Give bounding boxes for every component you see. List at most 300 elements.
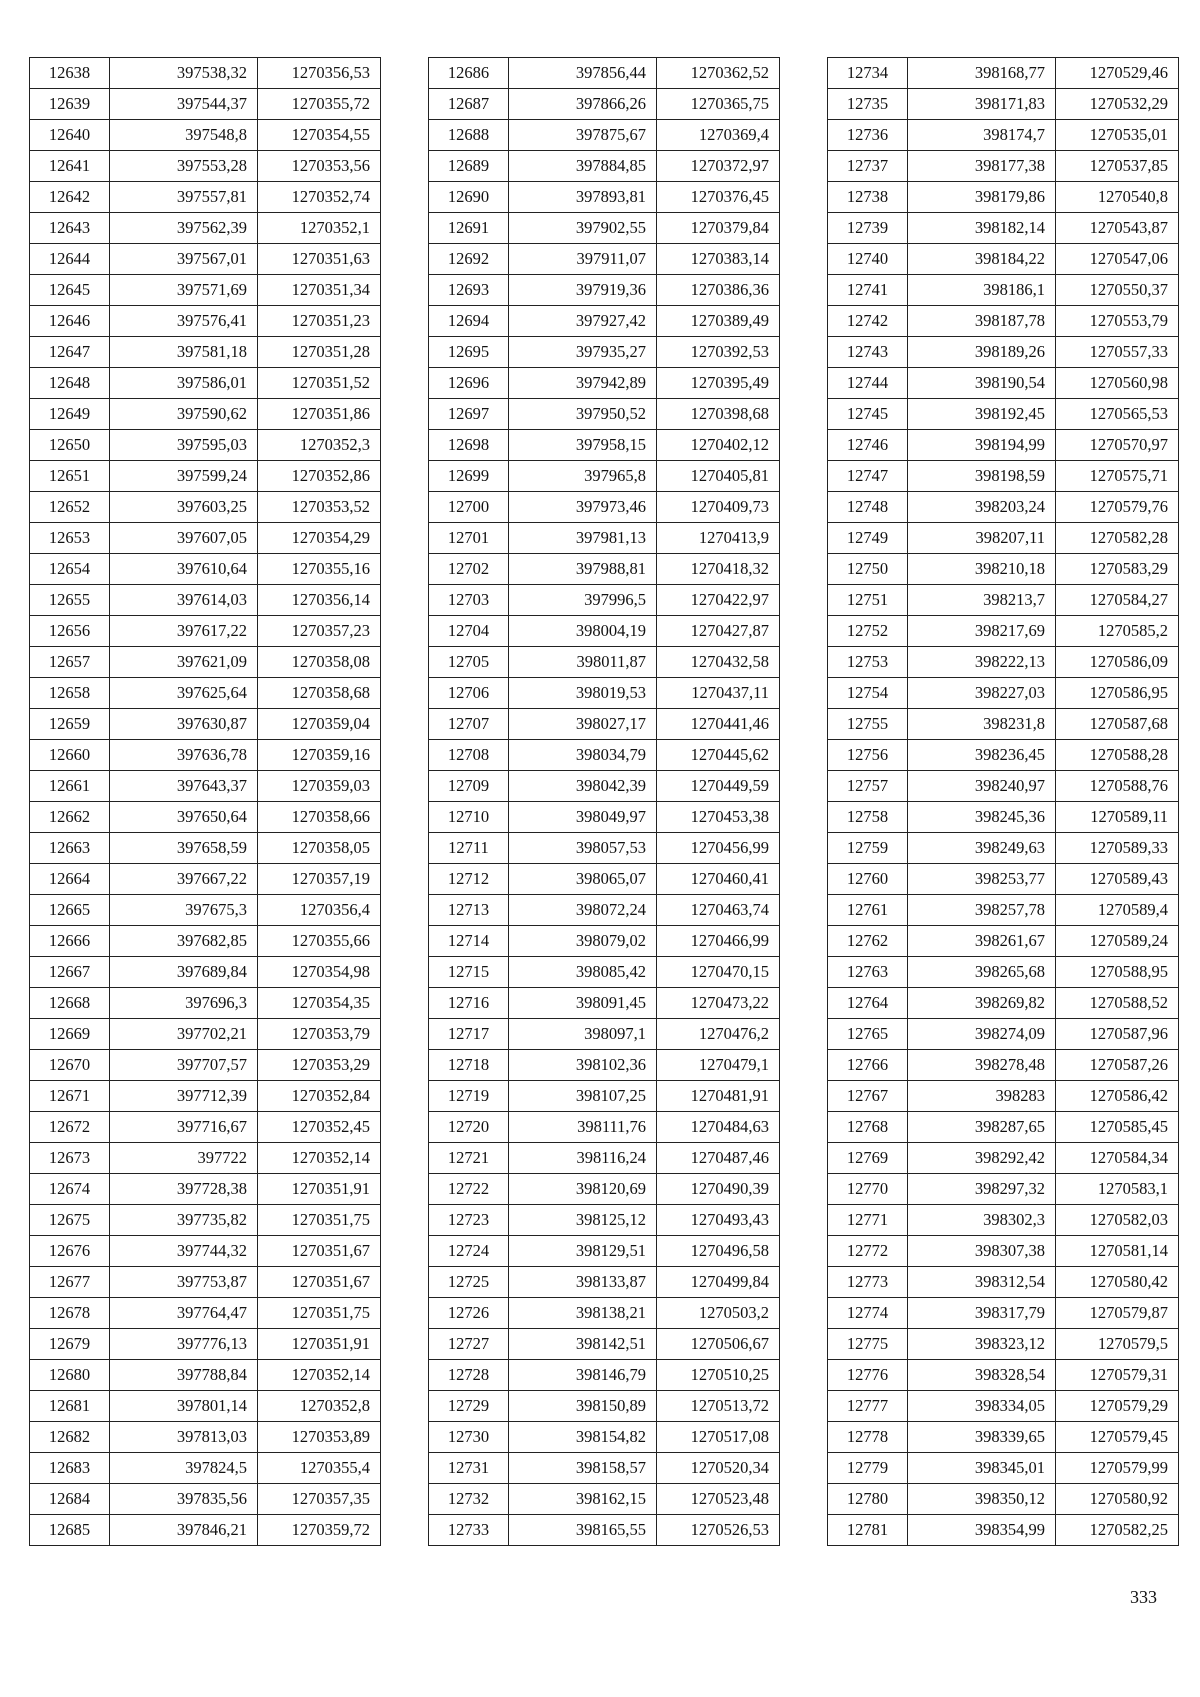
- y-coordinate-cell: 1270351,63: [258, 244, 381, 275]
- x-coordinate-cell: 398146,79: [509, 1360, 657, 1391]
- y-coordinate-cell: 1270351,91: [258, 1329, 381, 1360]
- table-row: [429, 1050, 780, 1081]
- y-coordinate-cell: 1270386,36: [657, 275, 780, 306]
- table-row: [30, 120, 381, 151]
- table-row: [828, 213, 1179, 244]
- x-coordinate-cell: 398168,77: [908, 58, 1056, 89]
- y-coordinate-cell: 1270587,68: [1056, 709, 1179, 740]
- point-number-cell: 12647: [30, 337, 110, 368]
- x-coordinate-cell: 397650,64: [110, 802, 258, 833]
- point-number-cell: 12767: [828, 1081, 908, 1112]
- table-row: [30, 616, 381, 647]
- x-coordinate-cell: 397764,47: [110, 1298, 258, 1329]
- point-number-cell: 12753: [828, 647, 908, 678]
- y-coordinate-cell: 1270513,72: [657, 1391, 780, 1422]
- x-coordinate-cell: 398034,79: [509, 740, 657, 771]
- point-number-cell: 12703: [429, 585, 509, 616]
- x-coordinate-cell: 398174,7: [908, 120, 1056, 151]
- point-number-cell: 12704: [429, 616, 509, 647]
- x-coordinate-cell: 397544,37: [110, 89, 258, 120]
- x-coordinate-cell: 398079,02: [509, 926, 657, 957]
- point-number-cell: 12670: [30, 1050, 110, 1081]
- point-number-cell: 12748: [828, 492, 908, 523]
- point-number-cell: 12638: [30, 58, 110, 89]
- y-coordinate-cell: 1270354,55: [258, 120, 381, 151]
- y-coordinate-cell: 1270579,29: [1056, 1391, 1179, 1422]
- x-coordinate-cell: 398278,48: [908, 1050, 1056, 1081]
- x-coordinate-cell: 398292,42: [908, 1143, 1056, 1174]
- x-coordinate-cell: 398192,45: [908, 399, 1056, 430]
- point-number-cell: 12754: [828, 678, 908, 709]
- y-coordinate-cell: 1270449,59: [657, 771, 780, 802]
- y-coordinate-cell: 1270352,1: [258, 213, 381, 244]
- y-coordinate-cell: 1270356,14: [258, 585, 381, 616]
- x-coordinate-cell: 398274,09: [908, 1019, 1056, 1050]
- point-number-cell: 12750: [828, 554, 908, 585]
- table-row: [30, 182, 381, 213]
- table-row: [30, 399, 381, 430]
- table-row: [30, 275, 381, 306]
- table-row: [429, 957, 780, 988]
- x-coordinate-cell: 397884,85: [509, 151, 657, 182]
- y-coordinate-cell: 1270553,79: [1056, 306, 1179, 337]
- y-coordinate-cell: 1270418,32: [657, 554, 780, 585]
- point-number-cell: 12660: [30, 740, 110, 771]
- y-coordinate-cell: 1270389,49: [657, 306, 780, 337]
- point-number-cell: 12646: [30, 306, 110, 337]
- x-coordinate-cell: 397675,3: [110, 895, 258, 926]
- x-coordinate-cell: 397996,5: [509, 585, 657, 616]
- y-coordinate-cell: 1270352,84: [258, 1081, 381, 1112]
- y-coordinate-cell: 1270588,76: [1056, 771, 1179, 802]
- table-row: [828, 740, 1179, 771]
- point-number-cell: 12712: [429, 864, 509, 895]
- y-coordinate-cell: 1270445,62: [657, 740, 780, 771]
- point-number-cell: 12655: [30, 585, 110, 616]
- table-row: [30, 1174, 381, 1205]
- point-number-cell: 12665: [30, 895, 110, 926]
- point-number-cell: 12743: [828, 337, 908, 368]
- point-number-cell: 12708: [429, 740, 509, 771]
- x-coordinate-cell: 398253,77: [908, 864, 1056, 895]
- x-coordinate-cell: 397599,24: [110, 461, 258, 492]
- y-coordinate-cell: 1270466,99: [657, 926, 780, 957]
- x-coordinate-cell: 398177,38: [908, 151, 1056, 182]
- y-coordinate-cell: 1270357,19: [258, 864, 381, 895]
- point-number-cell: 12673: [30, 1143, 110, 1174]
- point-number-cell: 12664: [30, 864, 110, 895]
- point-number-cell: 12690: [429, 182, 509, 213]
- x-coordinate-cell: 398257,78: [908, 895, 1056, 926]
- point-number-cell: 12741: [828, 275, 908, 306]
- table-row: [828, 1391, 1179, 1422]
- y-coordinate-cell: 1270353,79: [258, 1019, 381, 1050]
- x-coordinate-cell: 398011,87: [509, 647, 657, 678]
- y-coordinate-cell: 1270351,52: [258, 368, 381, 399]
- y-coordinate-cell: 1270585,45: [1056, 1112, 1179, 1143]
- point-number-cell: 12648: [30, 368, 110, 399]
- y-coordinate-cell: 1270583,29: [1056, 554, 1179, 585]
- table-row: [828, 1329, 1179, 1360]
- table-row: [30, 647, 381, 678]
- table-row: [828, 1112, 1179, 1143]
- point-number-cell: 12758: [828, 802, 908, 833]
- point-number-cell: 12681: [30, 1391, 110, 1422]
- table-row: [429, 368, 780, 399]
- point-number-cell: 12699: [429, 461, 509, 492]
- y-coordinate-cell: 1270352,14: [258, 1360, 381, 1391]
- table-row: [30, 1453, 381, 1484]
- point-number-cell: 12731: [429, 1453, 509, 1484]
- y-coordinate-cell: 1270579,5: [1056, 1329, 1179, 1360]
- table-row: [429, 1515, 780, 1546]
- table-row: [30, 1205, 381, 1236]
- point-number-cell: 12732: [429, 1484, 509, 1515]
- x-coordinate-cell: 398269,82: [908, 988, 1056, 1019]
- point-number-cell: 12711: [429, 833, 509, 864]
- point-number-cell: 12744: [828, 368, 908, 399]
- x-coordinate-cell: 397571,69: [110, 275, 258, 306]
- point-number-cell: 12716: [429, 988, 509, 1019]
- y-coordinate-cell: 1270565,53: [1056, 399, 1179, 430]
- table-row: [828, 771, 1179, 802]
- x-coordinate-cell: 397728,38: [110, 1174, 258, 1205]
- point-number-cell: 12768: [828, 1112, 908, 1143]
- point-number-cell: 12671: [30, 1081, 110, 1112]
- y-coordinate-cell: 1270409,73: [657, 492, 780, 523]
- y-coordinate-cell: 1270358,66: [258, 802, 381, 833]
- point-number-cell: 12675: [30, 1205, 110, 1236]
- y-coordinate-cell: 1270359,72: [258, 1515, 381, 1546]
- x-coordinate-cell: 397919,36: [509, 275, 657, 306]
- x-coordinate-cell: 398085,42: [509, 957, 657, 988]
- table-row: [429, 58, 780, 89]
- x-coordinate-cell: 397610,64: [110, 554, 258, 585]
- y-coordinate-cell: 1270437,11: [657, 678, 780, 709]
- y-coordinate-cell: 1270589,4: [1056, 895, 1179, 926]
- table-row: [429, 1205, 780, 1236]
- table-row: [828, 1174, 1179, 1205]
- y-coordinate-cell: 1270357,23: [258, 616, 381, 647]
- table-row: [429, 709, 780, 740]
- y-coordinate-cell: 1270550,37: [1056, 275, 1179, 306]
- x-coordinate-cell: 398027,17: [509, 709, 657, 740]
- table-row: [30, 1484, 381, 1515]
- x-coordinate-cell: 398350,12: [908, 1484, 1056, 1515]
- y-coordinate-cell: 1270441,46: [657, 709, 780, 740]
- point-number-cell: 12685: [30, 1515, 110, 1546]
- point-number-cell: 12746: [828, 430, 908, 461]
- x-coordinate-cell: 397753,87: [110, 1267, 258, 1298]
- table-row: [30, 678, 381, 709]
- table-row: [429, 151, 780, 182]
- x-coordinate-cell: 398187,78: [908, 306, 1056, 337]
- point-number-cell: 12709: [429, 771, 509, 802]
- table-row: [828, 182, 1179, 213]
- table-row: [828, 430, 1179, 461]
- y-coordinate-cell: 1270586,42: [1056, 1081, 1179, 1112]
- point-number-cell: 12688: [429, 120, 509, 151]
- x-coordinate-cell: 398004,19: [509, 616, 657, 647]
- table-row: [828, 988, 1179, 1019]
- y-coordinate-cell: 1270517,08: [657, 1422, 780, 1453]
- x-coordinate-cell: 398307,38: [908, 1236, 1056, 1267]
- table-row: [429, 585, 780, 616]
- x-coordinate-cell: 398334,05: [908, 1391, 1056, 1422]
- y-coordinate-cell: 1270589,11: [1056, 802, 1179, 833]
- x-coordinate-cell: 398065,07: [509, 864, 657, 895]
- y-coordinate-cell: 1270584,27: [1056, 585, 1179, 616]
- point-number-cell: 12700: [429, 492, 509, 523]
- table-row: [30, 1515, 381, 1546]
- y-coordinate-cell: 1270351,86: [258, 399, 381, 430]
- x-coordinate-cell: 398184,22: [908, 244, 1056, 275]
- point-number-cell: 12719: [429, 1081, 509, 1112]
- table-row: [429, 1329, 780, 1360]
- point-number-cell: 12659: [30, 709, 110, 740]
- point-number-cell: 12641: [30, 151, 110, 182]
- y-coordinate-cell: 1270520,34: [657, 1453, 780, 1484]
- x-coordinate-cell: 398165,55: [509, 1515, 657, 1546]
- x-coordinate-cell: 397682,85: [110, 926, 258, 957]
- point-number-cell: 12747: [828, 461, 908, 492]
- point-number-cell: 12686: [429, 58, 509, 89]
- y-coordinate-cell: 1270532,29: [1056, 89, 1179, 120]
- table-row: [828, 120, 1179, 151]
- y-coordinate-cell: 1270352,45: [258, 1112, 381, 1143]
- x-coordinate-cell: 397607,05: [110, 523, 258, 554]
- x-coordinate-cell: 398097,1: [509, 1019, 657, 1050]
- table-row: [828, 1484, 1179, 1515]
- x-coordinate-cell: 397567,01: [110, 244, 258, 275]
- table-row: [429, 740, 780, 771]
- table-row: [828, 275, 1179, 306]
- point-number-cell: 12678: [30, 1298, 110, 1329]
- x-coordinate-cell: 397636,78: [110, 740, 258, 771]
- y-coordinate-cell: 1270392,53: [657, 337, 780, 368]
- x-coordinate-cell: 397927,42: [509, 306, 657, 337]
- point-number-cell: 12745: [828, 399, 908, 430]
- x-coordinate-cell: 397576,41: [110, 306, 258, 337]
- table-row: [429, 337, 780, 368]
- x-coordinate-cell: 397617,22: [110, 616, 258, 647]
- x-coordinate-cell: 398312,54: [908, 1267, 1056, 1298]
- x-coordinate-cell: 397630,87: [110, 709, 258, 740]
- y-coordinate-cell: 1270383,14: [657, 244, 780, 275]
- y-coordinate-cell: 1270579,45: [1056, 1422, 1179, 1453]
- point-number-cell: 12723: [429, 1205, 509, 1236]
- x-coordinate-cell: 397965,8: [509, 461, 657, 492]
- x-coordinate-cell: 398222,13: [908, 647, 1056, 678]
- table-row: [30, 957, 381, 988]
- point-number-cell: 12691: [429, 213, 509, 244]
- point-number-cell: 12717: [429, 1019, 509, 1050]
- y-coordinate-cell: 1270589,43: [1056, 864, 1179, 895]
- y-coordinate-cell: 1270355,72: [258, 89, 381, 120]
- table-row: [429, 213, 780, 244]
- point-number-cell: 12730: [429, 1422, 509, 1453]
- table-row: [429, 430, 780, 461]
- table-row: [828, 678, 1179, 709]
- x-coordinate-cell: 397776,13: [110, 1329, 258, 1360]
- y-coordinate-cell: 1270365,75: [657, 89, 780, 120]
- table-row: [30, 1360, 381, 1391]
- point-number-cell: 12696: [429, 368, 509, 399]
- table-row: [429, 771, 780, 802]
- point-number-cell: 12701: [429, 523, 509, 554]
- point-number-cell: 12776: [828, 1360, 908, 1391]
- point-number-cell: 12729: [429, 1391, 509, 1422]
- point-number-cell: 12752: [828, 616, 908, 647]
- point-number-cell: 12666: [30, 926, 110, 957]
- y-coordinate-cell: 1270460,41: [657, 864, 780, 895]
- table-row: [828, 1453, 1179, 1484]
- y-coordinate-cell: 1270547,06: [1056, 244, 1179, 275]
- y-coordinate-cell: 1270580,42: [1056, 1267, 1179, 1298]
- table-row: [828, 1267, 1179, 1298]
- x-coordinate-cell: 397788,84: [110, 1360, 258, 1391]
- table-row: [828, 864, 1179, 895]
- point-number-cell: 12714: [429, 926, 509, 957]
- y-coordinate-cell: 1270503,2: [657, 1298, 780, 1329]
- point-number-cell: 12718: [429, 1050, 509, 1081]
- point-number-cell: 12772: [828, 1236, 908, 1267]
- point-number-cell: 12780: [828, 1484, 908, 1515]
- y-coordinate-cell: 1270358,68: [258, 678, 381, 709]
- table-row: [429, 1391, 780, 1422]
- x-coordinate-cell: 397548,8: [110, 120, 258, 151]
- y-coordinate-cell: 1270484,63: [657, 1112, 780, 1143]
- table-row: [828, 647, 1179, 678]
- table-row: [30, 492, 381, 523]
- x-coordinate-cell: 397950,52: [509, 399, 657, 430]
- y-coordinate-cell: 1270422,97: [657, 585, 780, 616]
- y-coordinate-cell: 1270354,35: [258, 988, 381, 1019]
- point-number-cell: 12658: [30, 678, 110, 709]
- y-coordinate-cell: 1270589,33: [1056, 833, 1179, 864]
- point-number-cell: 12650: [30, 430, 110, 461]
- y-coordinate-cell: 1270580,92: [1056, 1484, 1179, 1515]
- table-row: [30, 368, 381, 399]
- y-coordinate-cell: 1270402,12: [657, 430, 780, 461]
- x-coordinate-cell: 398213,7: [908, 585, 1056, 616]
- x-coordinate-cell: 397813,03: [110, 1422, 258, 1453]
- y-coordinate-cell: 1270359,16: [258, 740, 381, 771]
- point-number-cell: 12667: [30, 957, 110, 988]
- table-row: [429, 647, 780, 678]
- y-coordinate-cell: 1270351,75: [258, 1205, 381, 1236]
- y-coordinate-cell: 1270398,68: [657, 399, 780, 430]
- y-coordinate-cell: 1270582,03: [1056, 1205, 1179, 1236]
- point-number-cell: 12773: [828, 1267, 908, 1298]
- y-coordinate-cell: 1270358,05: [258, 833, 381, 864]
- y-coordinate-cell: 1270413,9: [657, 523, 780, 554]
- table-row: [30, 58, 381, 89]
- x-coordinate-cell: 398190,54: [908, 368, 1056, 399]
- x-coordinate-cell: 397689,84: [110, 957, 258, 988]
- x-coordinate-cell: 397973,46: [509, 492, 657, 523]
- x-coordinate-cell: 398107,25: [509, 1081, 657, 1112]
- table-row: [30, 1422, 381, 1453]
- x-coordinate-cell: 398171,83: [908, 89, 1056, 120]
- table-row: [429, 1019, 780, 1050]
- point-number-cell: 12672: [30, 1112, 110, 1143]
- point-number-cell: 12652: [30, 492, 110, 523]
- y-coordinate-cell: 1270537,85: [1056, 151, 1179, 182]
- y-coordinate-cell: 1270355,66: [258, 926, 381, 957]
- point-number-cell: 12761: [828, 895, 908, 926]
- x-coordinate-cell: 398231,8: [908, 709, 1056, 740]
- x-coordinate-cell: 397935,27: [509, 337, 657, 368]
- y-coordinate-cell: 1270351,28: [258, 337, 381, 368]
- point-number-cell: 12697: [429, 399, 509, 430]
- x-coordinate-cell: 398194,99: [908, 430, 1056, 461]
- table-row: [30, 554, 381, 585]
- point-number-cell: 12765: [828, 1019, 908, 1050]
- point-number-cell: 12710: [429, 802, 509, 833]
- y-coordinate-cell: 1270535,01: [1056, 120, 1179, 151]
- table-row: [429, 523, 780, 554]
- point-number-cell: 12736: [828, 120, 908, 151]
- y-coordinate-cell: 1270405,81: [657, 461, 780, 492]
- x-coordinate-cell: 397744,32: [110, 1236, 258, 1267]
- table-row: [429, 802, 780, 833]
- y-coordinate-cell: 1270352,3: [258, 430, 381, 461]
- y-coordinate-cell: 1270490,39: [657, 1174, 780, 1205]
- point-number-cell: 12759: [828, 833, 908, 864]
- point-number-cell: 12645: [30, 275, 110, 306]
- point-number-cell: 12682: [30, 1422, 110, 1453]
- point-number-cell: 12733: [429, 1515, 509, 1546]
- x-coordinate-cell: 397590,62: [110, 399, 258, 430]
- y-coordinate-cell: 1270351,75: [258, 1298, 381, 1329]
- y-coordinate-cell: 1270358,08: [258, 647, 381, 678]
- y-coordinate-cell: 1270372,97: [657, 151, 780, 182]
- x-coordinate-cell: 397942,89: [509, 368, 657, 399]
- point-number-cell: 12742: [828, 306, 908, 337]
- x-coordinate-cell: 398049,97: [509, 802, 657, 833]
- point-number-cell: 12676: [30, 1236, 110, 1267]
- y-coordinate-cell: 1270589,24: [1056, 926, 1179, 957]
- x-coordinate-cell: 397846,21: [110, 1515, 258, 1546]
- point-number-cell: 12771: [828, 1205, 908, 1236]
- y-coordinate-cell: 1270432,58: [657, 647, 780, 678]
- x-coordinate-cell: 397875,67: [509, 120, 657, 151]
- y-coordinate-cell: 1270351,34: [258, 275, 381, 306]
- table-row: [30, 337, 381, 368]
- table-row: [828, 1050, 1179, 1081]
- point-number-cell: 12728: [429, 1360, 509, 1391]
- y-coordinate-cell: 1270481,91: [657, 1081, 780, 1112]
- x-coordinate-cell: 398182,14: [908, 213, 1056, 244]
- y-coordinate-cell: 1270582,25: [1056, 1515, 1179, 1546]
- table-row: [30, 461, 381, 492]
- x-coordinate-cell: 398138,21: [509, 1298, 657, 1329]
- x-coordinate-cell: 398265,68: [908, 957, 1056, 988]
- table-row: [828, 399, 1179, 430]
- x-coordinate-cell: 398345,01: [908, 1453, 1056, 1484]
- table-row: [828, 89, 1179, 120]
- x-coordinate-cell: 397824,5: [110, 1453, 258, 1484]
- x-coordinate-cell: 397658,59: [110, 833, 258, 864]
- table-row: [30, 430, 381, 461]
- y-coordinate-cell: 1270357,35: [258, 1484, 381, 1515]
- x-coordinate-cell: 397553,28: [110, 151, 258, 182]
- x-coordinate-cell: 398287,65: [908, 1112, 1056, 1143]
- point-number-cell: 12775: [828, 1329, 908, 1360]
- x-coordinate-cell: 397562,39: [110, 213, 258, 244]
- y-coordinate-cell: 1270355,4: [258, 1453, 381, 1484]
